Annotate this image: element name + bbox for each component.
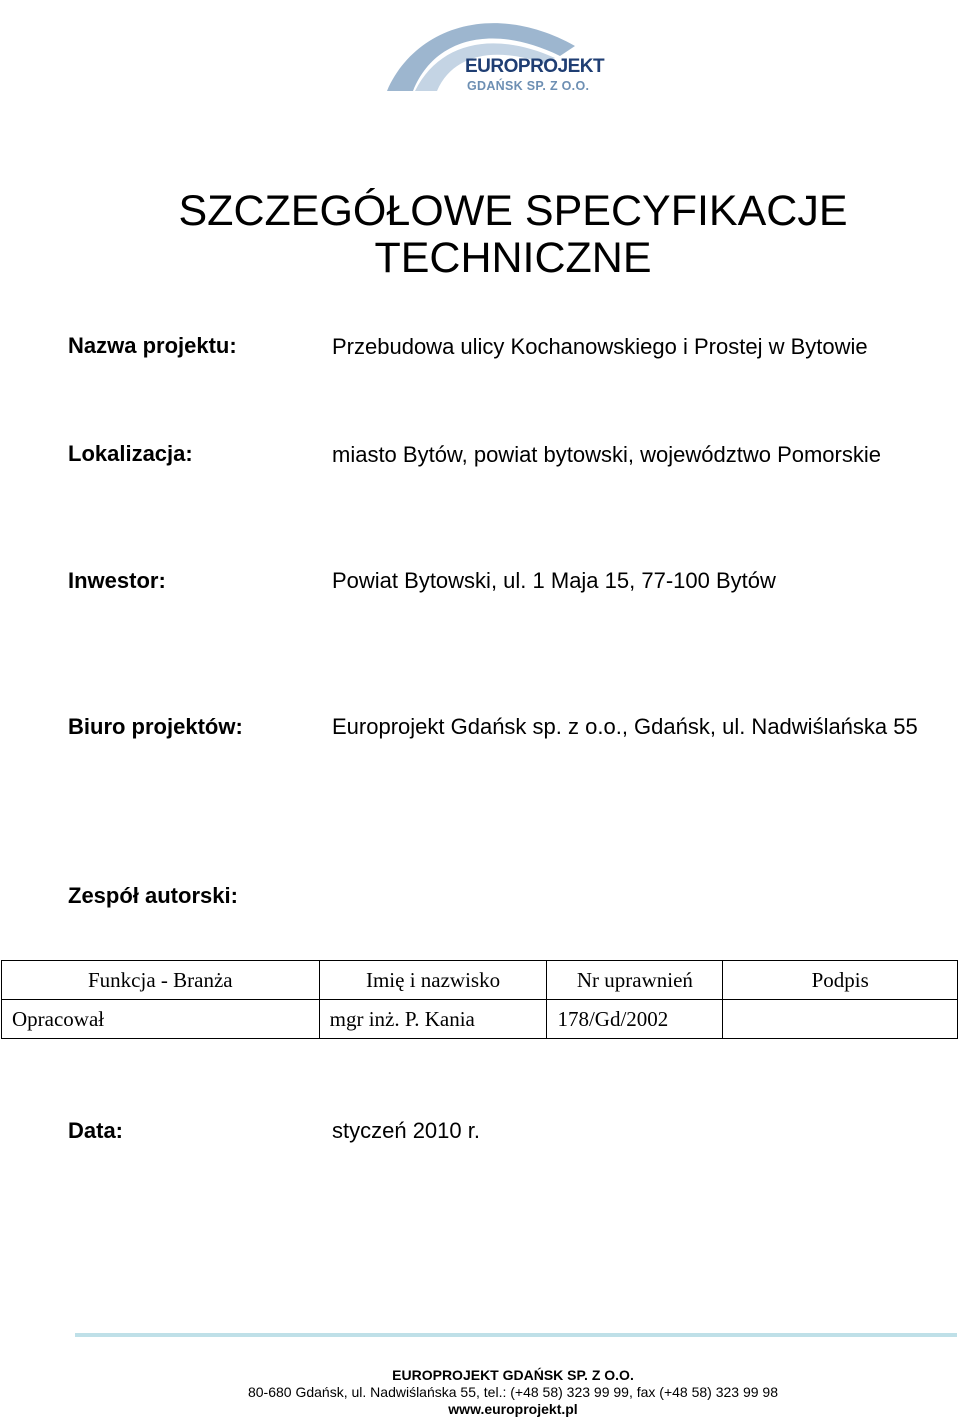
- header-cell-license: Nr uprawnień: [547, 961, 723, 1000]
- location-label: Lokalizacja:: [68, 441, 193, 466]
- footer-address: 80-680 Gdańsk, ul. Nadwiślańska 55, tel.: (+48 58) 323 99 99, fax (+48 58) 323 99 98: [247, 1384, 778, 1400]
- project-name-label: Nazwa projektu:: [68, 333, 237, 358]
- footer-website: www.europrojekt.pl: [448, 1401, 578, 1417]
- footer-rule: [75, 1333, 957, 1337]
- project-name-value: Przebudowa ulicy Kochanowskiego i Prostej w Bytowie: [332, 334, 868, 359]
- cell-signature: [723, 1000, 958, 1039]
- date-value: styczeń 2010 r.: [332, 1118, 480, 1143]
- investor-value: Powiat Bytowski, ul. 1 Maja 15, 77-100 Bytów: [332, 568, 776, 593]
- header-cell-function: Funkcja - Branża: [2, 961, 320, 1000]
- logo-company-subtitle: GDAŃSK SP. Z O.O.: [467, 79, 590, 93]
- footer-company: EUROPROJEKT GDAŃSK SP. Z O.O.: [392, 1367, 634, 1383]
- document-title-line-1: SZCZEGÓŁOWE SPECYFIKACJE: [178, 187, 848, 235]
- date-label: Data:: [68, 1118, 124, 1143]
- document-title-line-2: TECHNICZNE: [374, 234, 652, 282]
- header-cell-name: Imię i nazwisko: [319, 961, 547, 1000]
- investor-label: Inwestor:: [68, 568, 166, 593]
- location-value: miasto Bytów, powiat bytowski, województwo Pomorskie: [332, 442, 881, 467]
- team-table: [1, 960, 958, 1039]
- cell-name: mgr inż. P. Kania: [319, 1000, 547, 1039]
- team-label: Zespół autorski:: [68, 883, 238, 908]
- logo-company-name: EUROPROJEKT: [465, 56, 605, 77]
- team-table-row: [2, 1000, 958, 1039]
- cell-license: 178/Gd/2002: [547, 1000, 723, 1039]
- company-logo: [385, 6, 605, 98]
- header-cell-signature: Podpis: [723, 961, 958, 1000]
- design-office-label: Biuro projektów:: [68, 714, 243, 739]
- design-office-value: Europrojekt Gdańsk sp. z o.o., Gdańsk, ul. Nadwiślańska 55: [332, 714, 918, 739]
- cell-function: Opracował: [2, 1000, 320, 1039]
- team-table-header-row: [2, 961, 958, 1000]
